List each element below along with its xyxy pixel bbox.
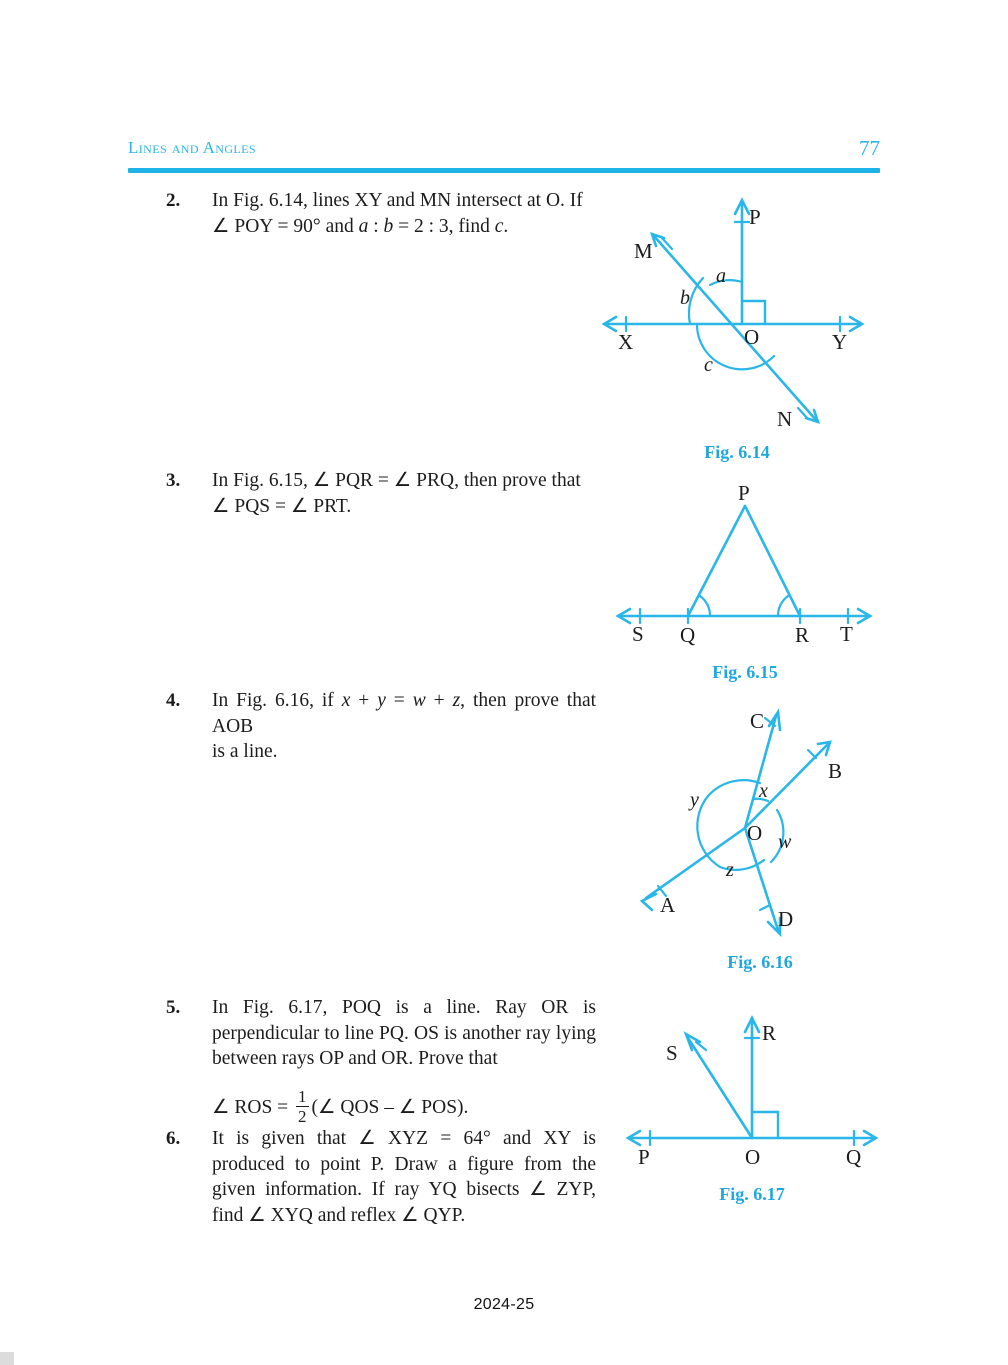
question-3-number: 3. <box>166 470 181 491</box>
figure-6-17 <box>612 1002 892 1202</box>
question-5-line1: In Fig. 6.17, POQ is a line. Ray OR is perpendicular to line PQ. OS is another ray lying between rays OP and OR. Prove that <box>212 997 596 1069</box>
label-o: O <box>747 821 763 845</box>
running-head-title: Lines and Angles <box>128 138 256 157</box>
question-4-var-y: y <box>377 690 386 711</box>
figure-6-17-caption: Fig. 6.17 <box>719 1184 785 1204</box>
label-angle-a: a <box>716 265 726 287</box>
question-4-text <box>212 688 596 765</box>
side-pr <box>745 506 800 616</box>
right-angle-mark-roq <box>752 1112 778 1138</box>
label-o: O <box>745 1145 761 1169</box>
question-2-var-a: a <box>358 215 369 237</box>
label-p: P <box>738 481 750 505</box>
label-p: P <box>749 205 761 229</box>
label-angle-y: y <box>690 789 699 811</box>
label-x: X <box>618 330 634 354</box>
label-n: N <box>777 407 793 431</box>
label-angle-w: w <box>778 831 792 853</box>
question-3-text <box>212 468 596 519</box>
header-rule <box>128 168 880 173</box>
angle-arc-a <box>710 280 742 285</box>
side-pq <box>688 506 745 616</box>
question-6-number: 6. <box>166 1128 181 1149</box>
label-angle-z: z <box>726 859 734 881</box>
question-2-number: 2. <box>166 190 181 211</box>
question-5 <box>166 995 596 1125</box>
label-c: C <box>750 709 765 733</box>
label-r: R <box>762 1021 777 1045</box>
label-s: S <box>632 622 644 646</box>
label-t: T <box>840 622 853 646</box>
question-2-text <box>212 188 596 239</box>
question-4-line1-part2: + <box>350 690 378 711</box>
page-edge-mark <box>0 1352 14 1365</box>
question-4 <box>166 688 596 765</box>
ray-os <box>688 1038 752 1138</box>
question-3-line1: In Fig. 6.15, ∠ PQR = ∠ PRQ, then prove that <box>212 470 581 491</box>
label-b: B <box>828 759 843 783</box>
figure-6-14 <box>592 186 882 462</box>
question-2-line1: In Fig. 6.14, lines XY and MN intersect at O. If <box>212 190 583 211</box>
question-4-line2: is a line. <box>212 741 278 762</box>
question-6 <box>166 1126 596 1228</box>
question-4-var-z: z <box>452 690 461 711</box>
figure-6-15 <box>600 476 890 682</box>
tick-b <box>808 750 816 758</box>
tick-s <box>696 1042 706 1050</box>
question-4-number: 4. <box>166 690 181 711</box>
question-3 <box>166 468 596 519</box>
page-header <box>128 138 880 168</box>
angle-arc-r <box>778 596 788 616</box>
question-5-number: 5. <box>166 997 181 1018</box>
angle-arc-y-left <box>697 796 720 867</box>
question-3-line2: ∠ PQS = ∠ PRT. <box>212 495 352 517</box>
question-4-line1-part1: In Fig. 6.16, if <box>212 690 342 711</box>
label-m: M <box>634 239 653 263</box>
label-a: A <box>660 893 676 917</box>
question-5-formula <box>212 1088 596 1125</box>
question-2-var-b: b <box>383 215 394 237</box>
figure-6-16 <box>620 700 900 970</box>
page-footer: 2024-25 <box>473 1296 535 1313</box>
right-angle-mark-poy <box>742 301 765 324</box>
figure-6-14-drawing <box>592 186 882 456</box>
label-angle-c: c <box>704 354 713 376</box>
line-mn <box>654 236 816 420</box>
arrow-a <box>642 894 656 910</box>
page-number: 77 <box>859 136 880 160</box>
question-5-formula-tail: (∠ QOS – ∠ POS). <box>311 1096 469 1118</box>
question-2-line2-part1: ∠ POY = 90° and <box>212 215 359 237</box>
label-angle-x: x <box>759 780 768 802</box>
figure-6-16-caption: Fig. 6.16 <box>727 952 793 972</box>
question-4-line1-part4: + <box>425 690 453 711</box>
fraction-one-half <box>296 1088 309 1125</box>
figure-6-14-caption: Fig. 6.14 <box>704 442 770 462</box>
fraction-denominator: 2 <box>298 1106 307 1126</box>
question-4-var-w: w <box>412 690 426 711</box>
label-p: P <box>638 1145 650 1169</box>
figure-6-15-caption: Fig. 6.15 <box>712 662 778 682</box>
question-2-line2-part3: = 2 : 3, find <box>393 215 495 237</box>
label-d: D <box>778 907 794 931</box>
label-angle-b: b <box>680 287 690 309</box>
question-2-var-c: c <box>494 215 504 237</box>
angle-arc-y-top <box>708 780 760 796</box>
label-o: O <box>744 325 760 349</box>
figure-6-17-drawing <box>612 1002 892 1202</box>
figure-6-15-drawing <box>600 476 890 676</box>
fraction-numerator: 1 <box>298 1086 307 1106</box>
label-r: R <box>795 623 810 647</box>
question-2-line2-part2: : <box>368 215 384 237</box>
label-q: Q <box>680 623 696 647</box>
question-4-var-x: x <box>341 690 351 711</box>
question-2 <box>166 188 596 239</box>
question-4-line1-part3: = <box>385 690 413 711</box>
question-2-line2-part4: . <box>503 215 509 237</box>
figure-6-16-drawing <box>620 700 900 970</box>
question-4-line1-part5: , then prove that AOB <box>212 690 597 737</box>
question-5-text <box>212 995 596 1125</box>
tick-d <box>760 905 770 910</box>
label-y: Y <box>832 330 848 354</box>
label-q: Q <box>846 1145 862 1169</box>
question-6-text: It is given that ∠ XYZ = 64° and XY is produced to point P. Draw a figure from the given information. If ray YQ bisects ∠ ZYP, find ∠ XYQ and reflex ∠ QYP. <box>212 1128 596 1226</box>
angle-arc-q <box>700 596 710 616</box>
label-s: S <box>666 1041 678 1065</box>
question-5-formula-lead: ∠ ROS = <box>212 1096 294 1118</box>
